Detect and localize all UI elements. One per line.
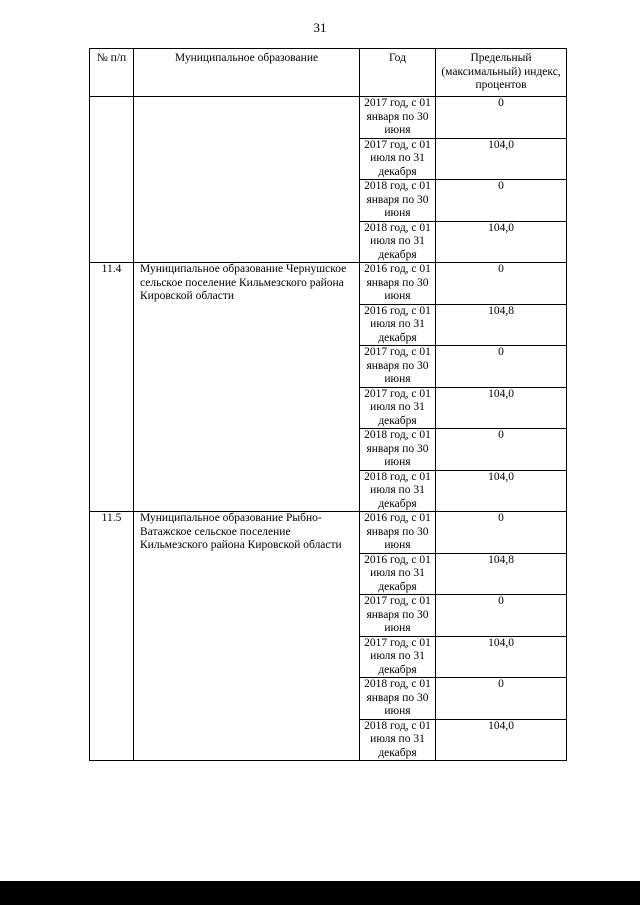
- index-value: 104,8: [436, 304, 567, 346]
- period-cell: 2018 год, с 01 июля по 31 декабря: [360, 470, 436, 512]
- period-cell: 2017 год, с 01 января по 30 июня: [360, 97, 436, 139]
- period-cell: 2018 год, с 01 июля по 31 декабря: [360, 221, 436, 263]
- row-number: 11.4: [90, 263, 134, 512]
- page-number: 31: [313, 20, 327, 35]
- index-table: [89, 48, 567, 761]
- table-row: [90, 97, 567, 139]
- municipality-name: [134, 97, 360, 263]
- table-row: [90, 512, 567, 554]
- header-index: Предельный (максимальный) индекс, процентов: [436, 49, 567, 97]
- index-value: 104,0: [436, 719, 567, 761]
- period-cell: 2016 год, с 01 июля по 31 декабря: [360, 304, 436, 346]
- header-year: Год: [360, 49, 436, 97]
- table-body: [90, 97, 567, 761]
- period-cell: 2018 год, с 01 июля по 31 декабря: [360, 719, 436, 761]
- index-value: 0: [436, 346, 567, 388]
- row-number: [90, 97, 134, 263]
- table-header-row: [90, 49, 567, 97]
- period-cell: 2017 год, с 01 июля по 31 декабря: [360, 387, 436, 429]
- period-cell: 2018 год, с 01 января по 30 июня: [360, 678, 436, 720]
- index-value: 104,0: [436, 138, 567, 180]
- header-num: № п/п: [90, 49, 134, 97]
- index-value: 104,0: [436, 636, 567, 678]
- municipality-name: Муниципальное образование Чернушское сельское поселение Кильмезского района Кировской области: [134, 263, 360, 512]
- index-value: 0: [436, 263, 567, 305]
- index-value: 104,0: [436, 221, 567, 263]
- period-cell: 2018 год, с 01 января по 30 июня: [360, 429, 436, 471]
- index-value: 0: [436, 180, 567, 222]
- period-cell: 2016 год, с 01 июля по 31 декабря: [360, 553, 436, 595]
- header-municipality: Муниципальное образование: [134, 49, 360, 97]
- period-cell: 2016 год, с 01 января по 30 июня: [360, 512, 436, 554]
- index-value: 0: [436, 595, 567, 637]
- period-cell: 2017 год, с 01 июля по 31 декабря: [360, 636, 436, 678]
- index-value: 104,8: [436, 553, 567, 595]
- period-cell: 2018 год, с 01 января по 30 июня: [360, 180, 436, 222]
- period-cell: 2017 год, с 01 января по 30 июня: [360, 595, 436, 637]
- index-value: 104,0: [436, 387, 567, 429]
- period-cell: 2017 год, с 01 января по 30 июня: [360, 346, 436, 388]
- index-value: 0: [436, 429, 567, 471]
- index-value: 0: [436, 97, 567, 139]
- index-value: 0: [436, 678, 567, 720]
- table-row: [90, 263, 567, 305]
- index-value: 0: [436, 512, 567, 554]
- period-cell: 2016 год, с 01 января по 30 июня: [360, 263, 436, 305]
- scan-edge-bar: [0, 881, 640, 905]
- municipality-name: Муниципальное образование Рыбно-Ватажское сельское поселение Кильмезского района Кировской области: [134, 512, 360, 761]
- index-value: 104,0: [436, 470, 567, 512]
- period-cell: 2017 год, с 01 июля по 31 декабря: [360, 138, 436, 180]
- row-number: 11.5: [90, 512, 134, 761]
